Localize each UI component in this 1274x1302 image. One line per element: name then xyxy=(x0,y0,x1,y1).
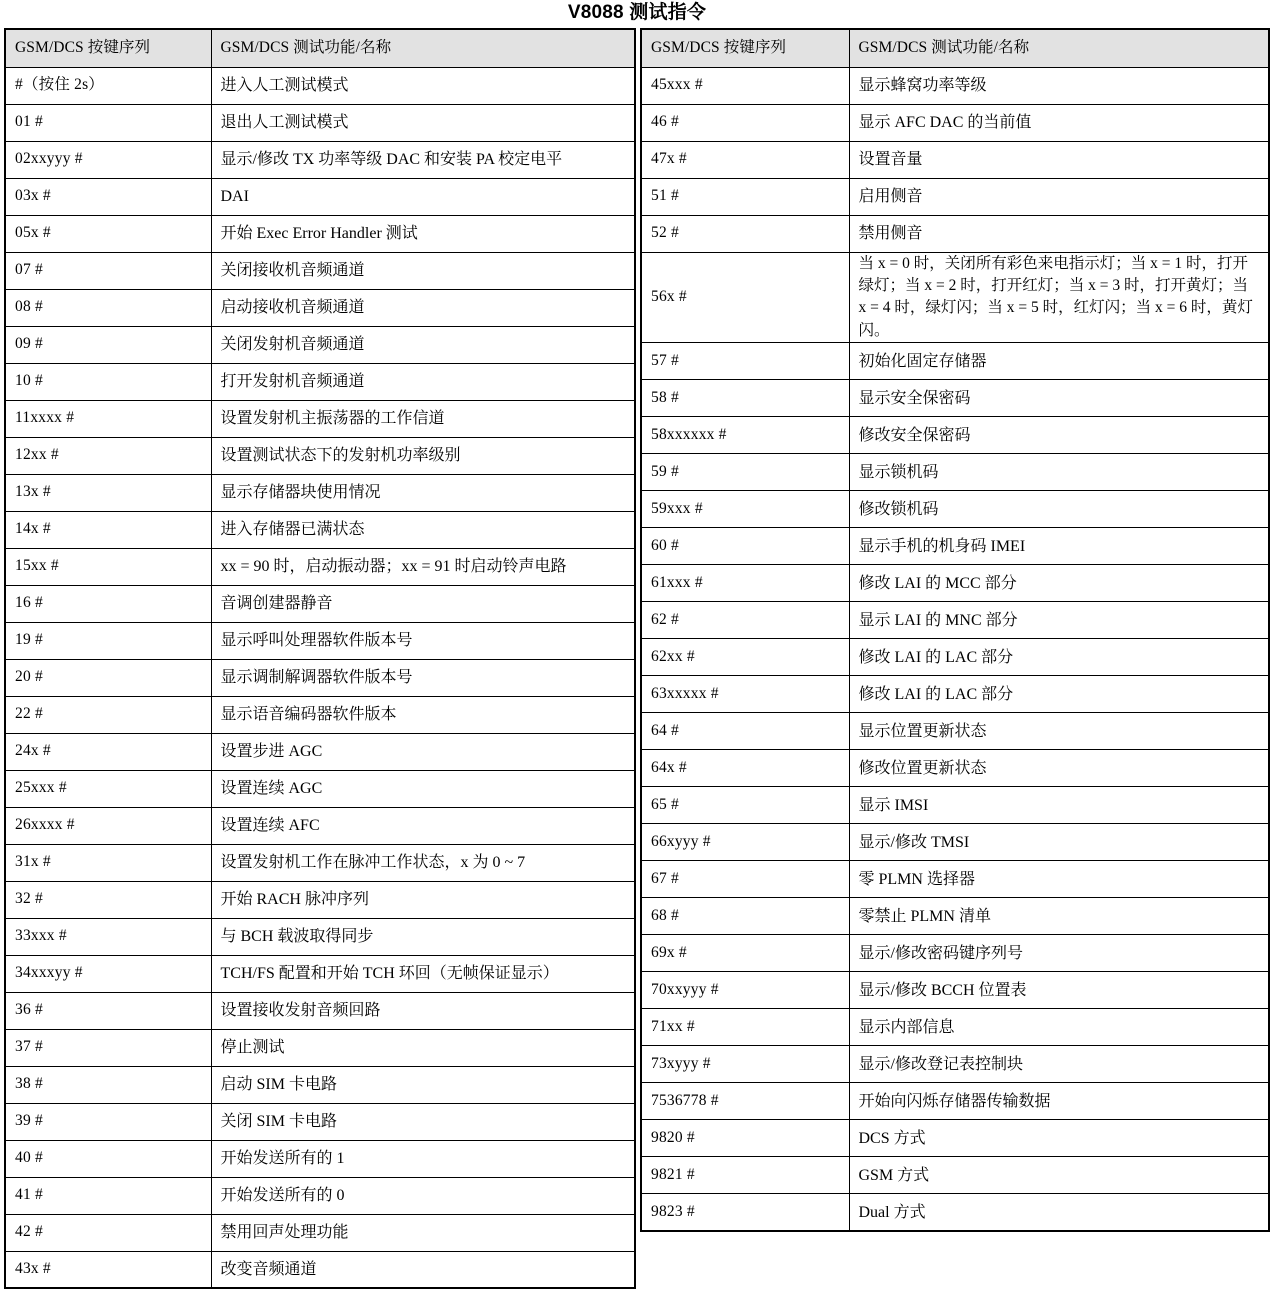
command-tables-container xyxy=(4,28,1270,1289)
table-row xyxy=(5,252,635,289)
cell-key-sequence: 62xx # xyxy=(641,639,849,676)
cell-key-sequence: 16 # xyxy=(5,585,211,622)
cell-function-name: 显示/修改 TX 功率等级 DAC 和安装 PA 校定电平 xyxy=(211,141,635,178)
cell-key-sequence: 60 # xyxy=(641,528,849,565)
table-row xyxy=(641,639,1269,676)
table-row xyxy=(641,178,1269,215)
table-row xyxy=(5,474,635,511)
cell-key-sequence: 71xx # xyxy=(641,1009,849,1046)
table-row xyxy=(641,898,1269,935)
table-row xyxy=(641,1083,1269,1120)
cell-key-sequence: 62 # xyxy=(641,602,849,639)
cell-function-name: 开始发送所有的 1 xyxy=(211,1140,635,1177)
cell-key-sequence: 43x # xyxy=(5,1251,211,1288)
cell-key-sequence: 38 # xyxy=(5,1066,211,1103)
cell-key-sequence: 40 # xyxy=(5,1140,211,1177)
table-row xyxy=(641,343,1269,380)
cell-function-name: 进入人工测试模式 xyxy=(211,67,635,104)
cell-function-name: 显示锁机码 xyxy=(849,454,1269,491)
table-row xyxy=(5,881,635,918)
table-row xyxy=(5,955,635,992)
cell-function-name: 修改安全保密码 xyxy=(849,417,1269,454)
column-header-desc: GSM/DCS 测试功能/名称 xyxy=(211,29,635,67)
table-row xyxy=(5,1214,635,1251)
cell-key-sequence: 59xxx # xyxy=(641,491,849,528)
table-row xyxy=(5,770,635,807)
table-row xyxy=(641,565,1269,602)
table-body-right xyxy=(641,67,1269,1231)
cell-function-name: 显示 IMSI xyxy=(849,787,1269,824)
cell-function-name: DAI xyxy=(211,178,635,215)
cell-function-name: 设置测试状态下的发射机功率级别 xyxy=(211,437,635,474)
table-row xyxy=(5,178,635,215)
cell-key-sequence: 26xxxx # xyxy=(5,807,211,844)
cell-function-name: 开始 RACH 脉冲序列 xyxy=(211,881,635,918)
cell-function-name: 进入存储器已满状态 xyxy=(211,511,635,548)
table-row xyxy=(641,1194,1269,1231)
cell-function-name: 零 PLMN 选择器 xyxy=(849,861,1269,898)
column-header-key: GSM/DCS 按键序列 xyxy=(641,29,849,67)
cell-key-sequence: 11xxxx # xyxy=(5,400,211,437)
page-title: V8088 测试指令 xyxy=(567,2,707,23)
table-row xyxy=(5,289,635,326)
table-row xyxy=(5,363,635,400)
cell-key-sequence: 66xyyy # xyxy=(641,824,849,861)
cell-function-name: 退出人工测试模式 xyxy=(211,104,635,141)
cell-key-sequence: 69x # xyxy=(641,935,849,972)
cell-key-sequence: 73xyyy # xyxy=(641,1046,849,1083)
cell-function-name: 设置步进 AGC xyxy=(211,733,635,770)
table-row xyxy=(5,696,635,733)
cell-function-name: 禁用回声处理功能 xyxy=(211,1214,635,1251)
cell-function-name: 关闭 SIM 卡电路 xyxy=(211,1103,635,1140)
cell-function-name: 显示呼叫处理器软件版本号 xyxy=(211,622,635,659)
table-row xyxy=(5,1140,635,1177)
cell-key-sequence: 58 # xyxy=(641,380,849,417)
table-row xyxy=(641,824,1269,861)
table-row xyxy=(5,326,635,363)
cell-key-sequence: 03x # xyxy=(5,178,211,215)
table-row xyxy=(641,602,1269,639)
table-row xyxy=(5,1029,635,1066)
cell-key-sequence: 25xxx # xyxy=(5,770,211,807)
header-row xyxy=(641,29,1269,67)
table-row xyxy=(5,585,635,622)
cell-key-sequence: 09 # xyxy=(5,326,211,363)
cell-function-name: 设置发射机工作在脉冲工作状态，x 为 0 ~ 7 xyxy=(211,844,635,881)
cell-key-sequence: 51 # xyxy=(641,178,849,215)
cell-function-name: 修改 LAI 的 MCC 部分 xyxy=(849,565,1269,602)
table-row xyxy=(641,1046,1269,1083)
table-row xyxy=(641,1120,1269,1157)
cell-function-name: 禁用侧音 xyxy=(849,215,1269,252)
cell-function-name: 显示/修改登记表控制块 xyxy=(849,1046,1269,1083)
cell-key-sequence: 41 # xyxy=(5,1177,211,1214)
table-row xyxy=(5,1251,635,1288)
table-row xyxy=(5,215,635,252)
table-row xyxy=(5,1066,635,1103)
cell-key-sequence: 9820 # xyxy=(641,1120,849,1157)
cell-key-sequence: 37 # xyxy=(5,1029,211,1066)
command-table-left xyxy=(4,28,636,1289)
cell-function-name: 设置发射机主振荡器的工作信道 xyxy=(211,400,635,437)
table-row xyxy=(641,215,1269,252)
cell-key-sequence: 10 # xyxy=(5,363,211,400)
cell-key-sequence: 12xx # xyxy=(5,437,211,474)
cell-key-sequence: 20 # xyxy=(5,659,211,696)
table-row xyxy=(641,1157,1269,1194)
cell-key-sequence: 65 # xyxy=(641,787,849,824)
cell-key-sequence: 05x # xyxy=(5,215,211,252)
table-row xyxy=(641,104,1269,141)
table-row xyxy=(5,511,635,548)
table-row xyxy=(5,659,635,696)
cell-function-name: 设置音量 xyxy=(849,141,1269,178)
cell-key-sequence: #（按住 2s） xyxy=(5,67,211,104)
cell-function-name: 显示 AFC DAC 的当前值 xyxy=(849,104,1269,141)
cell-key-sequence: 02xxyyy # xyxy=(5,141,211,178)
cell-function-name: 修改锁机码 xyxy=(849,491,1269,528)
cell-function-name: 关闭发射机音频通道 xyxy=(211,326,635,363)
cell-key-sequence: 22 # xyxy=(5,696,211,733)
cell-function-name: 显示语音编码器软件版本 xyxy=(211,696,635,733)
cell-key-sequence: 61xxx # xyxy=(641,565,849,602)
table-row xyxy=(641,750,1269,787)
table-row xyxy=(5,437,635,474)
cell-key-sequence: 13x # xyxy=(5,474,211,511)
table-row xyxy=(641,380,1269,417)
cell-function-name: 当 x = 0 时，关闭所有彩色来电指示灯；当 x = 1 时，打开绿灯；当 x = 2 时，打开红灯；当 x = 3 时，打开黄灯；当 x = 4 时，绿灯闪；当 x = 5 时，红灯闪；当 x = 6 时，黄灯闪。 xyxy=(849,252,1269,343)
cell-function-name: 设置接收发射音频回路 xyxy=(211,992,635,1029)
cell-key-sequence: 64 # xyxy=(641,713,849,750)
table-row xyxy=(5,67,635,104)
cell-function-name: 显示内部信息 xyxy=(849,1009,1269,1046)
cell-function-name: 显示位置更新状态 xyxy=(849,713,1269,750)
cell-function-name: 修改位置更新状态 xyxy=(849,750,1269,787)
cell-key-sequence: 63xxxxx # xyxy=(641,676,849,713)
cell-function-name: 显示安全保密码 xyxy=(849,380,1269,417)
cell-key-sequence: 31x # xyxy=(5,844,211,881)
table-row xyxy=(641,417,1269,454)
cell-key-sequence: 46 # xyxy=(641,104,849,141)
cell-function-name: 修改 LAI 的 LAC 部分 xyxy=(849,676,1269,713)
table-row xyxy=(5,807,635,844)
cell-key-sequence: 9823 # xyxy=(641,1194,849,1231)
table-row xyxy=(5,844,635,881)
table-row xyxy=(5,141,635,178)
cell-key-sequence: 14x # xyxy=(5,511,211,548)
cell-key-sequence: 36 # xyxy=(5,992,211,1029)
cell-key-sequence: 67 # xyxy=(641,861,849,898)
cell-function-name: 显示调制解调器软件版本号 xyxy=(211,659,635,696)
cell-function-name: 开始向闪烁存储器传输数据 xyxy=(849,1083,1269,1120)
table-row xyxy=(641,67,1269,104)
cell-function-name: 打开发射机音频通道 xyxy=(211,363,635,400)
table-body-left xyxy=(5,67,635,1288)
table-row xyxy=(5,1103,635,1140)
cell-function-name: 零禁止 PLMN 清单 xyxy=(849,898,1269,935)
cell-key-sequence: 56x # xyxy=(641,252,849,343)
table-row xyxy=(5,548,635,585)
cell-key-sequence: 39 # xyxy=(5,1103,211,1140)
cell-key-sequence: 9821 # xyxy=(641,1157,849,1194)
cell-key-sequence: 52 # xyxy=(641,215,849,252)
cell-function-name: 显示/修改 TMSI xyxy=(849,824,1269,861)
table-header-left xyxy=(5,29,635,67)
cell-function-name: Dual 方式 xyxy=(849,1194,1269,1231)
cell-function-name: 初始化固定存储器 xyxy=(849,343,1269,380)
cell-key-sequence: 45xxx # xyxy=(641,67,849,104)
cell-key-sequence: 33xxx # xyxy=(5,918,211,955)
cell-function-name: 显示 LAI 的 MNC 部分 xyxy=(849,602,1269,639)
cell-function-name: 设置连续 AGC xyxy=(211,770,635,807)
cell-key-sequence: 32 # xyxy=(5,881,211,918)
cell-key-sequence: 07 # xyxy=(5,252,211,289)
cell-function-name: 关闭接收机音频通道 xyxy=(211,252,635,289)
table-row xyxy=(5,733,635,770)
cell-key-sequence: 68 # xyxy=(641,898,849,935)
cell-key-sequence: 64x # xyxy=(641,750,849,787)
cell-function-name: 显示存储器块使用情况 xyxy=(211,474,635,511)
table-row xyxy=(641,528,1269,565)
table-row xyxy=(5,992,635,1029)
table-row xyxy=(5,622,635,659)
cell-function-name: 设置连续 AFC xyxy=(211,807,635,844)
table-row xyxy=(5,1177,635,1214)
cell-function-name: 开始 Exec Error Handler 测试 xyxy=(211,215,635,252)
cell-key-sequence: 01 # xyxy=(5,104,211,141)
cell-function-name: 显示手机的机身码 IMEI xyxy=(849,528,1269,565)
cell-key-sequence: 70xxyyy # xyxy=(641,972,849,1009)
cell-function-name: 音调创建器静音 xyxy=(211,585,635,622)
cell-key-sequence: 24x # xyxy=(5,733,211,770)
table-row xyxy=(641,713,1269,750)
cell-function-name: DCS 方式 xyxy=(849,1120,1269,1157)
cell-function-name: 改变音频通道 xyxy=(211,1251,635,1288)
cell-function-name: 启用侧音 xyxy=(849,178,1269,215)
cell-key-sequence: 47x # xyxy=(641,141,849,178)
column-header-key: GSM/DCS 按键序列 xyxy=(5,29,211,67)
cell-function-name: 与 BCH 载波取得同步 xyxy=(211,918,635,955)
cell-key-sequence: 7536778 # xyxy=(641,1083,849,1120)
column-header-desc: GSM/DCS 测试功能/名称 xyxy=(849,29,1269,67)
table-row xyxy=(5,918,635,955)
table-row xyxy=(641,787,1269,824)
cell-function-name: 启动 SIM 卡电路 xyxy=(211,1066,635,1103)
cell-key-sequence: 19 # xyxy=(5,622,211,659)
cell-function-name: xx = 90 时，启动振动器；xx = 91 时启动铃声电路 xyxy=(211,548,635,585)
header-row xyxy=(5,29,635,67)
cell-key-sequence: 08 # xyxy=(5,289,211,326)
cell-function-name: TCH/FS 配置和开始 TCH 环回（无帧保证显示） xyxy=(211,955,635,992)
cell-key-sequence: 57 # xyxy=(641,343,849,380)
cell-key-sequence: 34xxxyy # xyxy=(5,955,211,992)
cell-key-sequence: 59 # xyxy=(641,454,849,491)
table-row xyxy=(641,676,1269,713)
cell-function-name: 修改 LAI 的 LAC 部分 xyxy=(849,639,1269,676)
table-row xyxy=(641,491,1269,528)
table-row xyxy=(641,1009,1269,1046)
cell-key-sequence: 58xxxxxx # xyxy=(641,417,849,454)
table-row xyxy=(641,935,1269,972)
table-row xyxy=(641,861,1269,898)
cell-function-name: 开始发送所有的 0 xyxy=(211,1177,635,1214)
table-row xyxy=(5,104,635,141)
cell-function-name: 停止测试 xyxy=(211,1029,635,1066)
cell-key-sequence: 15xx # xyxy=(5,548,211,585)
table-row xyxy=(641,972,1269,1009)
cell-key-sequence: 42 # xyxy=(5,1214,211,1251)
table-row xyxy=(641,141,1269,178)
cell-function-name: 显示/修改 BCCH 位置表 xyxy=(849,972,1269,1009)
cell-function-name: GSM 方式 xyxy=(849,1157,1269,1194)
cell-function-name: 启动接收机音频通道 xyxy=(211,289,635,326)
cell-function-name: 显示/修改密码键序列号 xyxy=(849,935,1269,972)
cell-function-name: 显示蜂窝功率等级 xyxy=(849,67,1269,104)
table-header-right xyxy=(641,29,1269,67)
command-table-right xyxy=(640,28,1270,1232)
table-row xyxy=(5,400,635,437)
table-row xyxy=(641,454,1269,491)
table-row xyxy=(641,252,1269,343)
